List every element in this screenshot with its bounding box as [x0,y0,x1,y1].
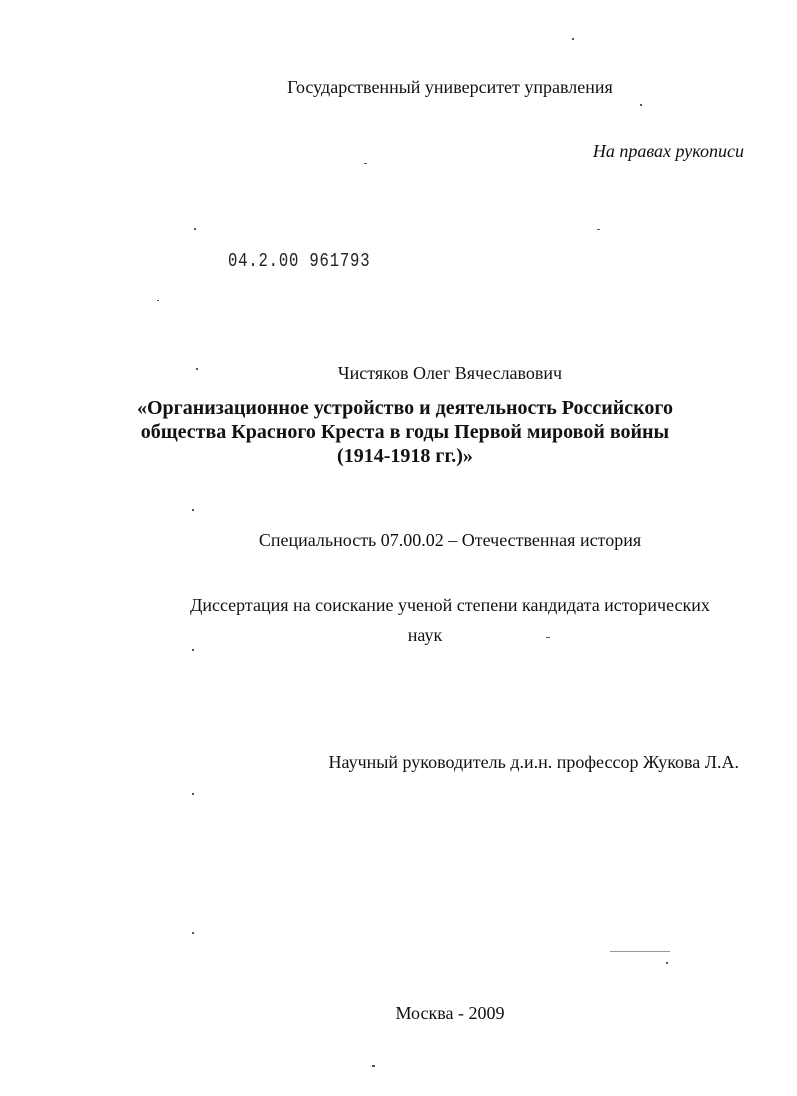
catalog-number-stamp: 04.2.00 961793 [228,250,371,272]
scan-speck [572,38,574,40]
author-name: Чистяков Олег Вячеславович [337,363,563,383]
scan-line-mark [610,951,670,952]
speciality-line: Специальность 07.00.02 – Отечественная история [258,530,642,550]
scan-speck [640,104,642,106]
scan-speck [666,962,668,964]
scan-speck [192,793,194,795]
scan-speck [546,637,550,638]
rights-note: На правах рукописи [592,141,744,161]
city-year: Москва - 2009 [395,1003,505,1023]
scan-speck [196,368,198,370]
title-line-2: общества Красного Креста в годы Первой мировой войны [140,421,670,443]
university-name: Государственный университет управления [287,77,613,97]
scan-speck [597,229,600,230]
scan-speck [192,932,194,934]
title-line-1: «Организационное устройство и деятельность Российского [136,397,674,419]
scan-speck [192,649,194,651]
scan-speck [372,1065,375,1067]
dissertation-line-1: Диссертация на соискание ученой степени кандидата исторических [190,595,710,615]
scan-speck [157,300,159,301]
scientific-advisor: Научный руководитель д.и.н. профессор Жукова Л.А. [328,752,739,772]
title-line-3: (1914-1918 гг.)» [337,445,473,467]
scan-speck [194,228,196,230]
scan-speck [364,163,367,164]
scan-speck [192,509,194,511]
dissertation-line-2: наук [407,625,443,645]
